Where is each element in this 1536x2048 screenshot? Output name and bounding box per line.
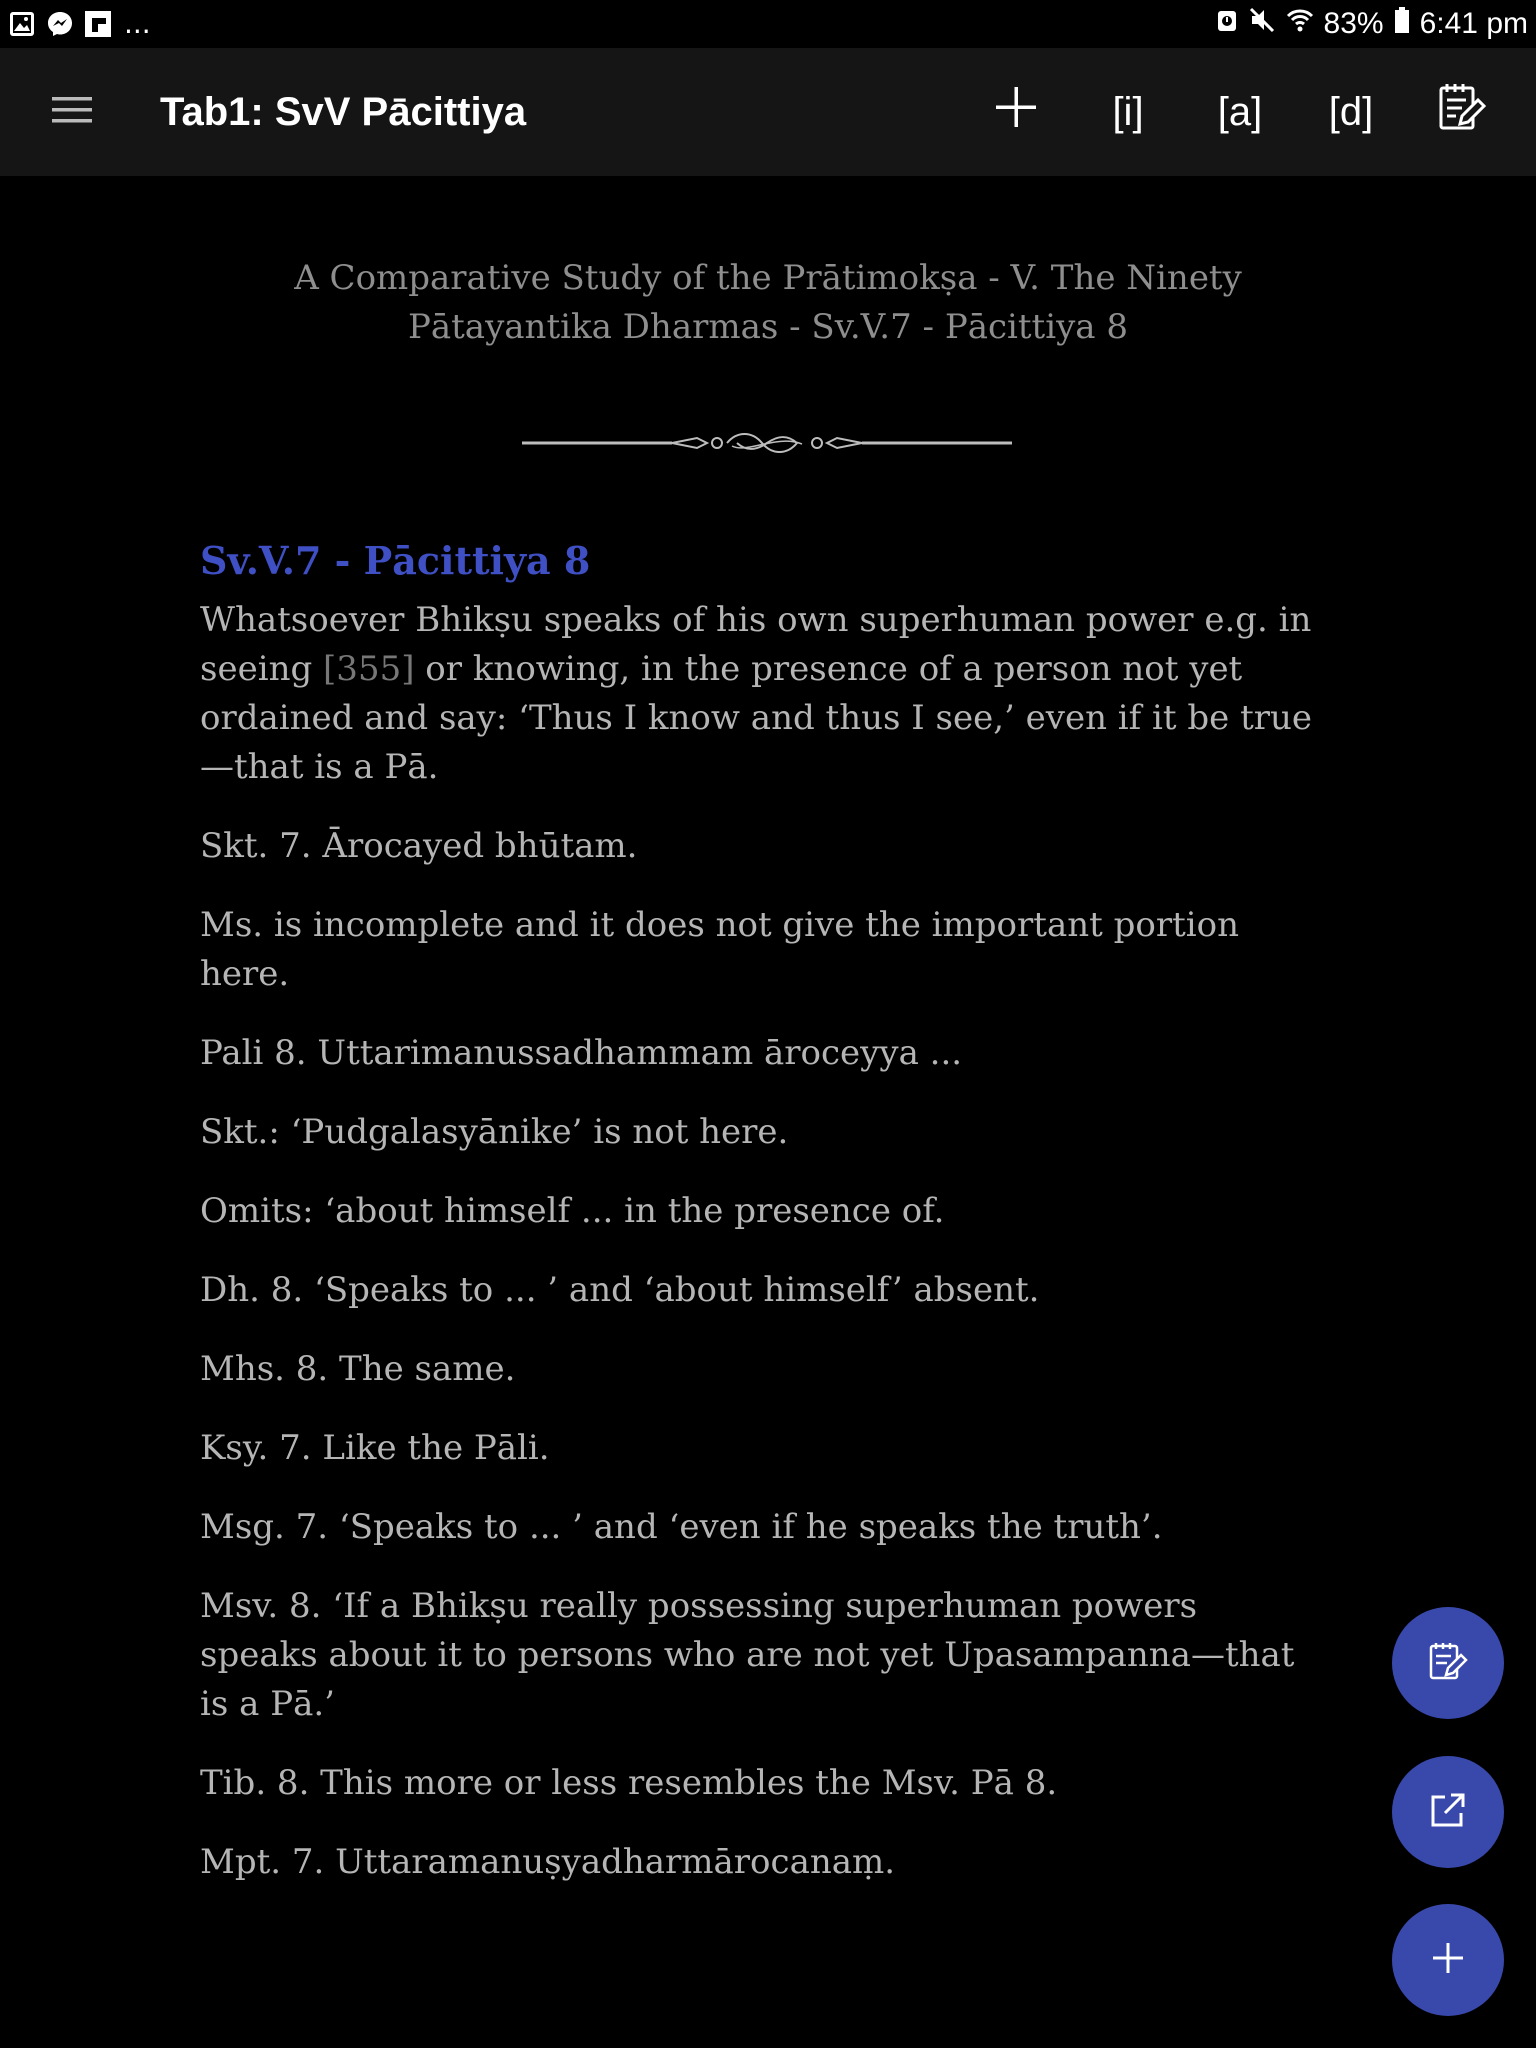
paragraph: Pali 8. Uttarimanussadhammam āroceyya ... bbox=[200, 1033, 963, 1073]
battery-percent: 83% bbox=[1323, 7, 1384, 40]
alarm-icon bbox=[1216, 7, 1238, 41]
gallery-icon bbox=[8, 10, 36, 38]
info-button[interactable]: [i] bbox=[1112, 89, 1144, 134]
menu-button[interactable] bbox=[40, 86, 104, 138]
paragraph: Skt.: ‘Pudgalasyānike’ is not here. bbox=[200, 1112, 789, 1152]
system-status bbox=[1216, 6, 1528, 42]
paragraph: Ms. is incomplete and it does not give the important portion here. bbox=[200, 905, 1239, 994]
clock: 6:41 pm bbox=[1419, 7, 1528, 40]
intro-text-1: Whatsoever Bhikṣu speaks of his own superhuman power e.g. in seeing bbox=[200, 600, 1312, 689]
paragraph: Mpt. 7. Uttaramanuṣyadharmārocanaṃ. bbox=[200, 1842, 896, 1882]
ornament-divider bbox=[522, 426, 1012, 460]
notification-icons bbox=[8, 6, 151, 42]
battery-icon bbox=[1394, 6, 1410, 42]
edit-note-icon bbox=[1428, 1641, 1468, 1685]
document-view[interactable] bbox=[0, 176, 1536, 2048]
paragraph: Dh. 8. ‘Speaks to ... ’ and ‘about himself’ absent. bbox=[200, 1270, 1040, 1310]
wifi-icon bbox=[1286, 7, 1314, 41]
d-button[interactable]: [d] bbox=[1328, 89, 1374, 134]
open-external-fab[interactable] bbox=[1392, 1756, 1504, 1868]
add-fab[interactable] bbox=[1392, 1904, 1504, 2016]
a-button[interactable]: [a] bbox=[1217, 89, 1263, 134]
paragraph: Mhs. 8. The same. bbox=[200, 1349, 516, 1389]
flipboard-icon bbox=[84, 10, 112, 38]
document-header: A Comparative Study of the Prātimokṣa - V. The Ninety Pātayantika Dharmas - Sv.V.7 - Pācittiya 8 bbox=[294, 258, 1242, 347]
paragraph: Msv. 8. ‘If a Bhikṣu really possessing superhuman powers speaks about it to persons who are not yet Upasampanna—that is a Pā.’ bbox=[200, 1586, 1295, 1724]
notes-fab[interactable] bbox=[1392, 1607, 1504, 1719]
paragraph: Skt. 7. Ārocayed bhūtam. bbox=[200, 826, 638, 866]
page-reference: [355] bbox=[323, 649, 415, 689]
add-icon bbox=[1431, 1941, 1465, 1979]
intro-paragraph bbox=[200, 596, 1320, 792]
hamburger-icon bbox=[52, 95, 92, 129]
status-bar bbox=[0, 0, 1536, 48]
section-title: Sv.V.7 - Pācittiya 8 bbox=[200, 538, 591, 583]
open-external-icon bbox=[1429, 1791, 1467, 1833]
app-bar bbox=[0, 48, 1536, 176]
paragraph: Msg. 7. ‘Speaks to ... ’ and ‘even if he speaks the truth’. bbox=[200, 1507, 1163, 1547]
document-body bbox=[200, 596, 1320, 1917]
page-title: Tab1: SvV Pācittiya bbox=[160, 90, 527, 134]
paragraph: Ksy. 7. Like the Pāli. bbox=[200, 1428, 550, 1468]
notes-button[interactable] bbox=[1422, 78, 1502, 146]
add-tab-button[interactable] bbox=[976, 78, 1056, 146]
intro-text-2: or knowing, in the presence of a person not yet ordained and say: ‘Thus I know and thus I see,’ even if it be true—that is a Pā. bbox=[200, 649, 1313, 787]
mute-icon bbox=[1248, 6, 1276, 42]
paragraph: Tib. 8. This more or less resembles the Msv. Pā 8. bbox=[200, 1763, 1058, 1803]
paragraph: Omits: ‘about himself ... in the presence of. bbox=[200, 1191, 945, 1231]
notes-icon bbox=[1438, 82, 1486, 142]
messenger-icon bbox=[46, 10, 74, 38]
add-icon bbox=[994, 85, 1038, 139]
more-notifications: ... bbox=[124, 7, 151, 40]
